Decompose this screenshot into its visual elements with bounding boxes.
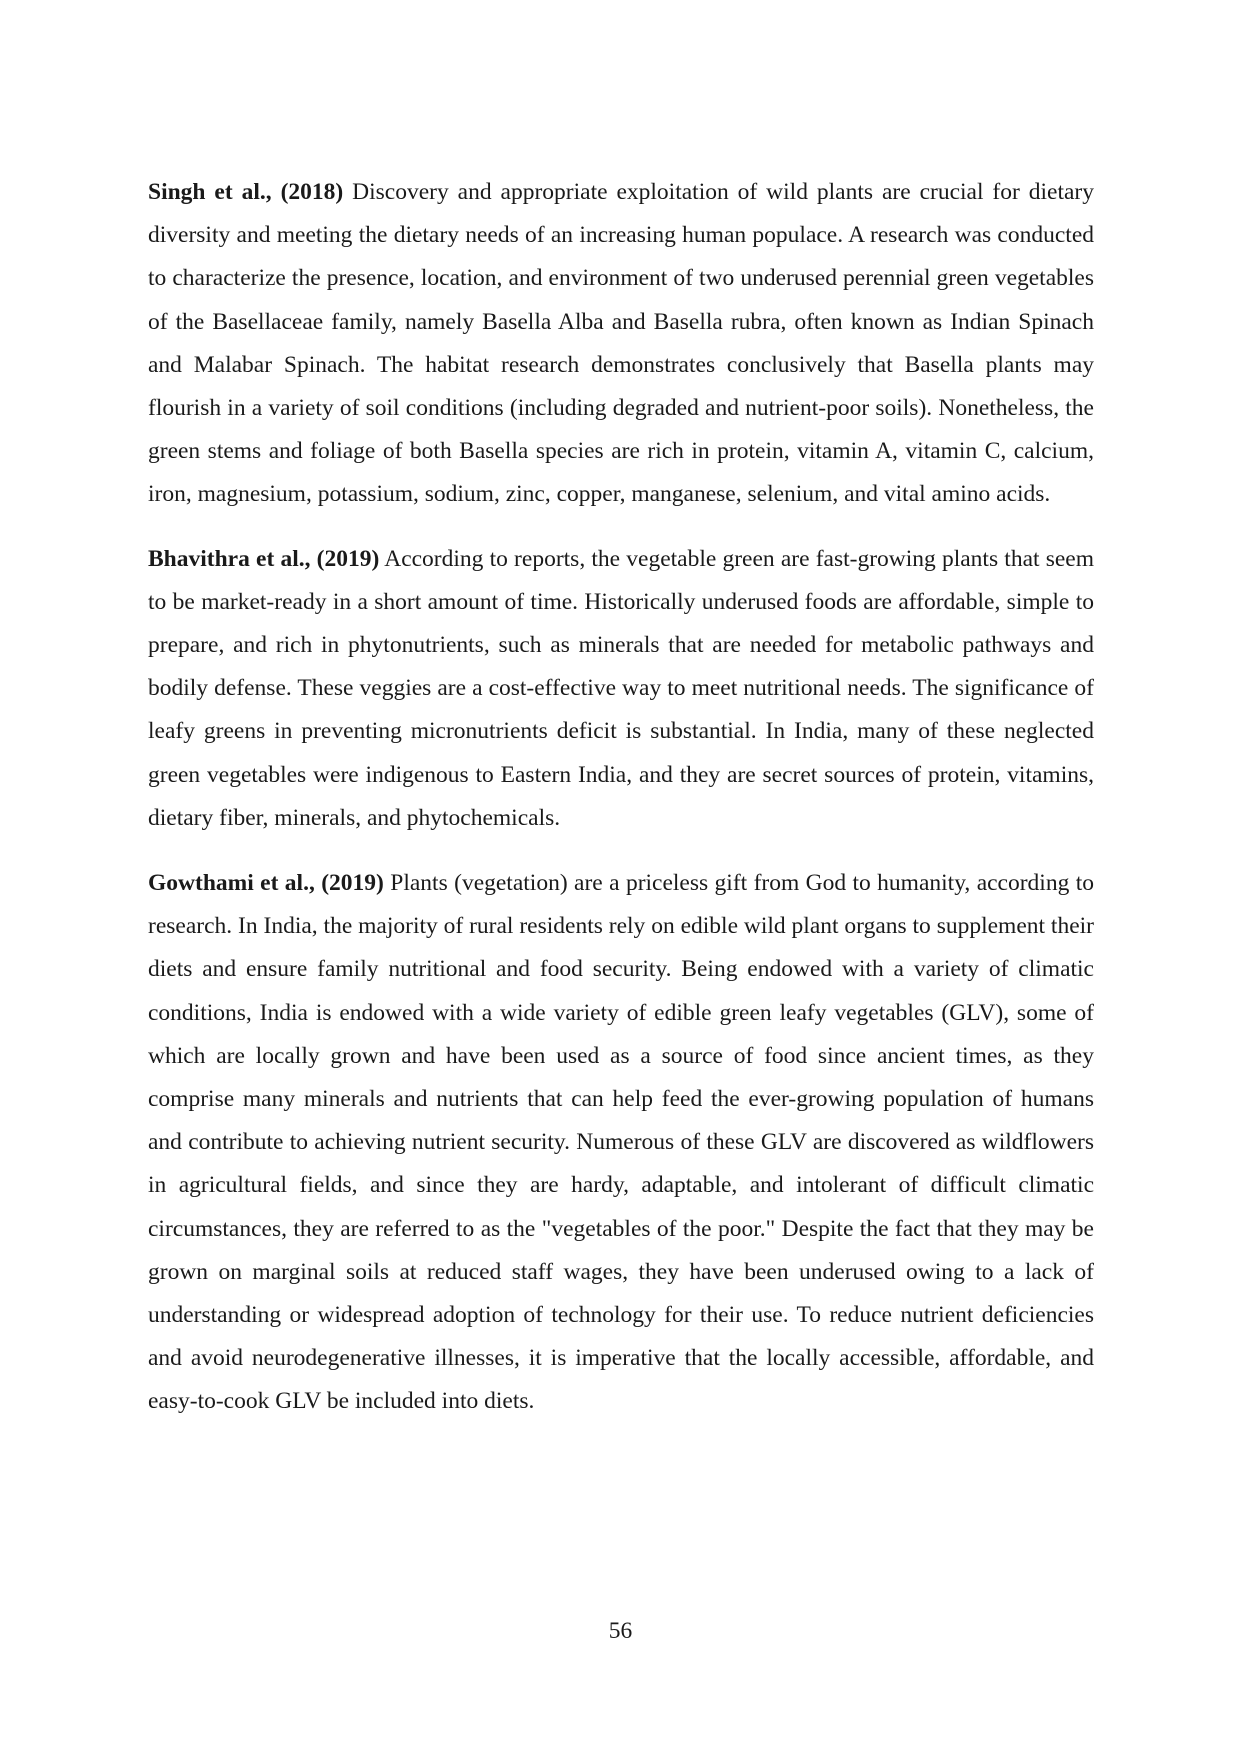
paragraph-body-singh-2018: Discovery and appropriate exploitation of wild plants are crucial for dietary diversity and meeting the dietary needs of an increasing human populace. A research was conducted to characterize the presence, location, and environment of two underused perennial green vegetables of the Basellaceae family, namely Basella Alba and Basella rubra, often known as Indian Spinach and Malabar Spinach. The habitat research demonstrates conclusively that Basella plants may flourish in a variety of soil conditions (including degraded and nutrient-poor soils). Nonetheless, the green stems and foliage of both Basella species are rich in protein, vitamin A, vitamin C, calcium, iron, magnesium, potassium, sodium, zinc, copper, manganese, selenium, and vital amino acids. [148,179,1095,508]
page-content [148,171,1094,1444]
paragraph-body-bhavithra-2019: According to reports, the vegetable green are fast-growing plants that seem to be market-ready in a short amount of time. Historically underused foods are affordable, simple to prepare, and rich in phytonutrients, such as minerals that are needed for metabolic pathways and bodily defense. These veggies are a cost-effective way to meet nutritional needs. The significance of leafy greens in preventing micronutrients deficit is substantial. In India, many of these neglected green vegetables were indigenous to Eastern India, and they are secret sources of protein, vitamins, dietary fiber, minerals, and phytochemicals. [148,545,1094,831]
citation-gowthami-2019: Gowthami et al., (2019) [148,870,384,897]
citation-bhavithra-2019: Bhavithra et al., (2019) [148,545,380,572]
page-number: 56 [608,1618,633,1644]
paragraph-body-gowthami-2019: Plants (vegetation) are a priceless gift from God to humanity, according to research. In India, the majority of rural residents rely on edible wild plant organs to supplement their diets and ensure family nutritional and food security. Being endowed with a variety of climatic conditions, India is endowed with a wide variety of edible green leafy vegetables (GLV), some of which are locally grown and have been used as a source of food since ancient times, as they comprise many minerals and nutrients that can help feed the ever-growing population of humans and contribute to achieving nutrient security. Numerous of these GLV are discovered as wildflowers in agricultural fields, and since they are hardy, adaptable, and intolerant of difficult climatic circumstances, they are referred to as the "vegetables of the poor." Despite the fact that they may be grown on marginal soils at reduced staff wages, they have been underused owing to a lack of understanding or widespread adoption of technology for their use. To reduce nutrient deficiencies and avoid neurodegenerative illnesses, it is imperative that the locally accessible, affordable, and easy-to-cook GLV be included into diets. [148,870,1095,1415]
paragraph-bhavithra-2019 [148,538,1094,840]
paragraph-gowthami-2019 [148,862,1094,1424]
citation-singh-2018: Singh et al., (2018) [148,179,344,205]
paragraph-singh-2018 [148,171,1094,517]
